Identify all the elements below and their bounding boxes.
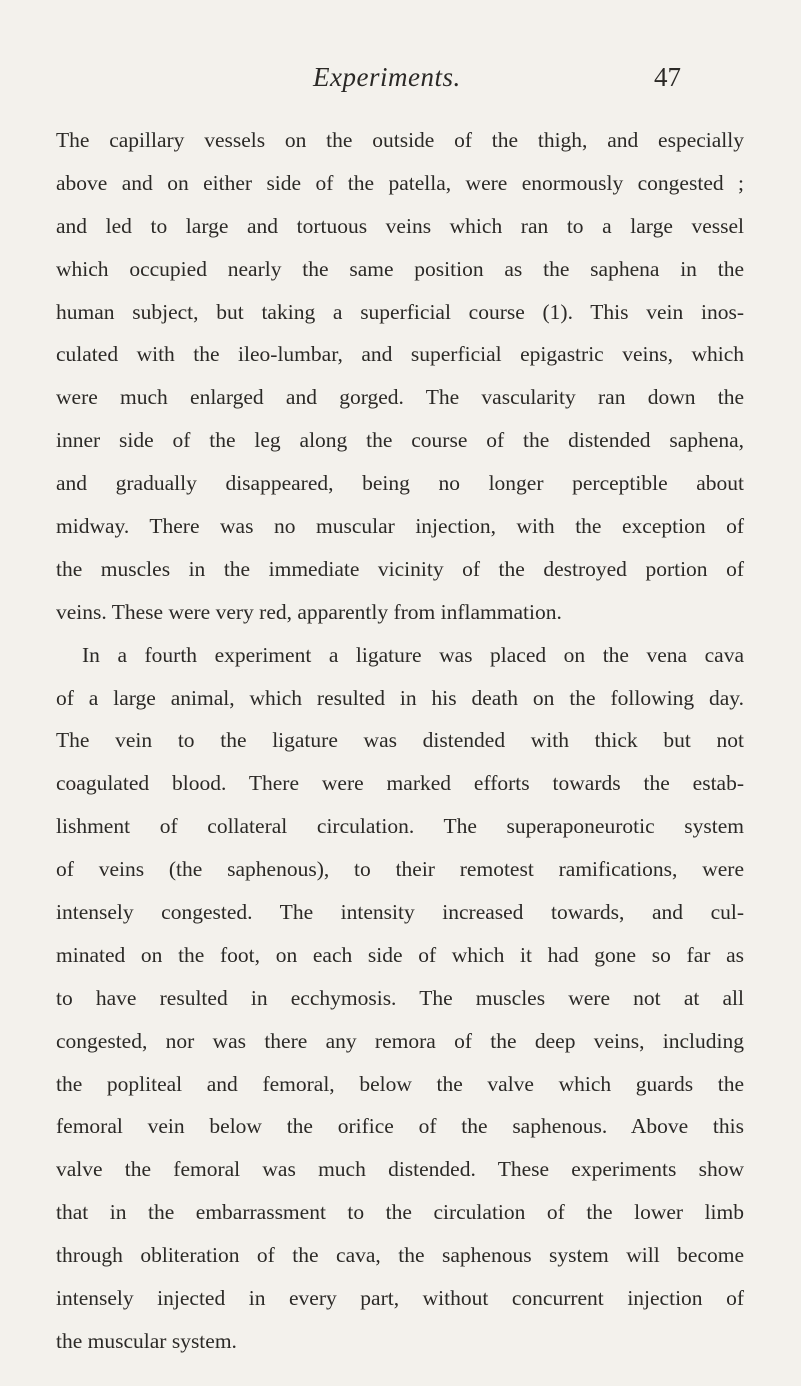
text-line: femoral vein below the orifice of the saphenous. Above this [56, 1114, 744, 1139]
text-line: lishment of collateral circulation. The superaponeurotic system [56, 814, 744, 839]
text-line: minated on the foot, on each side of which it had gone so far as [56, 942, 744, 967]
paragraph-end-line: the muscular system. [56, 1328, 237, 1353]
text-line: culated with the ileo-lumbar, and superficial epigastric veins, which [56, 342, 744, 367]
text-line: which occupied nearly the same position as the saphena in the [56, 256, 744, 281]
text-line: above and on either side of the patella, were enormously congested ; [56, 170, 744, 195]
text-line: the popliteal and femoral, below the valve which guards the [56, 1071, 744, 1096]
text-line: coagulated blood. There were marked efforts towards the estab- [56, 771, 744, 796]
text-line: intensely injected in every part, without concurrent injection of [56, 1286, 744, 1311]
text-line: human subject, but taking a superficial course (1). This vein inos- [56, 299, 744, 324]
running-head [0, 62, 801, 102]
text-line: The capillary vessels on the outside of the thigh, and especially [56, 128, 744, 152]
text-line: of veins (the saphenous), to their remotest ramifications, were [56, 857, 744, 882]
text-line: inner side of the leg along the course of the distended saphena, [56, 428, 744, 453]
running-title: Experiments. [313, 62, 461, 92]
page-number: 47 [654, 62, 681, 92]
text-line: that in the embarrassment to the circulation of the lower limb [56, 1200, 744, 1225]
text-line: of a large animal, which resulted in his death on the following day. [56, 685, 744, 710]
text-line: congested, nor was there any remora of the deep veins, including [56, 1028, 744, 1053]
text-line: through obliteration of the cava, the saphenous system will become [56, 1243, 744, 1268]
paragraph-end-line: veins. These were very red, apparently from inflammation. [56, 599, 562, 624]
text-line: valve the femoral was much distended. These experiments show [56, 1157, 744, 1182]
text-line: the muscles in the immediate vicinity of the destroyed portion of [56, 556, 744, 581]
paragraph-start-line: In a fourth experiment a ligature was placed on the vena cava [82, 642, 744, 667]
text-line: The vein to the ligature was distended with thick but not [56, 728, 744, 753]
body-text [56, 119, 744, 1363]
text-line: were much enlarged and gorged. The vascularity ran down the [56, 385, 744, 410]
text-line: to have resulted in ecchymosis. The muscles were not at all [56, 985, 744, 1010]
text-line: and led to large and tortuous veins which ran to a large vessel [56, 213, 744, 238]
text-line: and gradually disappeared, being no longer perceptible about [56, 471, 744, 496]
text-line: midway. There was no muscular injection, with the exception of [56, 514, 744, 539]
text-line: intensely congested. The intensity increased towards, and cul- [56, 900, 744, 925]
